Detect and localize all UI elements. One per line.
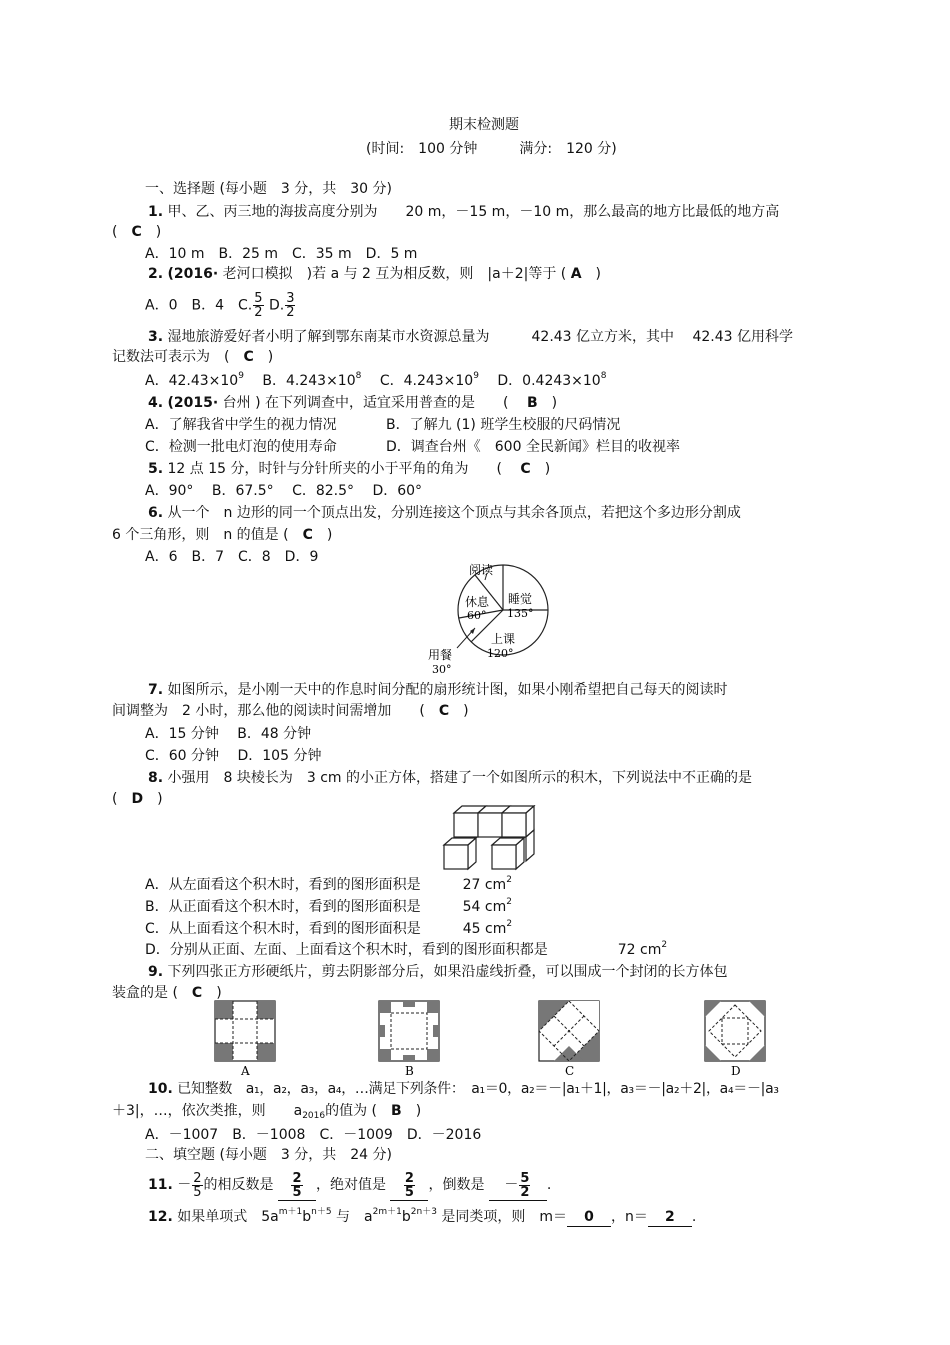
q10-number: 10. xyxy=(148,1081,173,1097)
section-2-heading: 二、填空题 (每小题 3 分，共 24 分) xyxy=(145,1147,392,1163)
q10-text-2b: 的值为 ( xyxy=(325,1103,378,1119)
q1-close: ) xyxy=(141,224,162,240)
q3-text: 湿地旅游爱好者小明了解到鄂东南某市水资源总量为 42.43 亿立方米，其中 42.43 亿用科学 xyxy=(167,329,794,345)
q4-number: 4. xyxy=(148,395,164,411)
q11-line: 11. － $\frac{2}{5}$ 的相反数是 $\frac{2}{5}$ ，绝对值是 $\frac{2}{5}$ ，倒数是 － $\frac{5}{2}$ . xyxy=(148,1170,552,1200)
q3-option-a: A．42.43×10 xyxy=(145,373,239,389)
q12-answer-m: 0 xyxy=(567,1208,611,1227)
q10-line xyxy=(148,1080,779,1098)
q11-answer-2: $\frac{2}{5}$ xyxy=(390,1170,428,1201)
q8-close: ) xyxy=(143,791,163,807)
q10-answer-letter: B xyxy=(391,1103,402,1119)
pie-label-reading: 阅读 xyxy=(469,563,494,577)
q4-close: ) xyxy=(537,395,558,411)
q4-option-c: C．检测一批电灯泡的使用寿命 xyxy=(145,439,337,455)
q5-line xyxy=(148,460,550,478)
q8-text: 小强用 8 块棱长为 3 cm 的小正方体，搭建了一个如图所示的积木，下列说法中不正确的是 xyxy=(167,770,753,786)
q2-line xyxy=(148,265,601,283)
q8-open: ( xyxy=(112,791,132,807)
figure-c xyxy=(539,1001,599,1061)
pie-label-meal-deg: 30° xyxy=(432,663,452,676)
pie-chart-figure xyxy=(425,560,555,680)
pie-label-class: 上课 xyxy=(491,632,516,646)
q9-figures xyxy=(205,998,785,1078)
q2-c-fraction: $\frac{5}{2}$ xyxy=(254,291,263,320)
q3-option-d: D．0.4243×10 xyxy=(497,373,601,389)
q12-text-1: 如果单项式 5a xyxy=(177,1209,279,1225)
q8-option-b: B．从正面看这个积木时，看到的图形面积是 54 $cm^2$ xyxy=(145,897,512,915)
q12-number: 12. xyxy=(148,1209,173,1225)
q3-line-2 xyxy=(112,348,273,366)
page-title: 期末检测题 xyxy=(449,117,519,133)
q2-close: ) xyxy=(581,266,602,282)
q8-option-d: D．分别从正面、左面、上面看这个积木时，看到的图形面积都是 72 $cm^2$ xyxy=(145,940,668,958)
q12-text-5: 是同类项，则 m＝ xyxy=(441,1209,568,1225)
pie-label-class-deg: 120° xyxy=(487,647,514,660)
q7-answer-letter: C xyxy=(438,703,450,719)
q10-text-2a: ＋3|，…，依次类推，则 a xyxy=(112,1103,303,1119)
q2-answer-letter: A xyxy=(570,266,582,282)
q6-answer-letter: C xyxy=(302,527,313,543)
cube-blocks-figure xyxy=(440,805,540,871)
q2-text: 老河口模拟 )若 a 与 2 互为相反数，则 |a＋2|等于 ( xyxy=(222,266,567,282)
pie-label-sleep: 睡觉 xyxy=(508,592,533,606)
pie-label-rest-deg: 60° xyxy=(467,609,487,622)
q6-text-2: 6 个三角形，则 n 的值是 ( xyxy=(112,527,289,543)
q6-number: 6. xyxy=(148,505,164,521)
figure-c-label: C xyxy=(565,1064,575,1078)
figure-b-label: B xyxy=(405,1064,414,1078)
q3-text-2: 记数法可表示为 ( xyxy=(112,349,230,365)
q8-answer xyxy=(112,790,163,808)
q1-number: 1. xyxy=(148,204,164,220)
q10-line-2: ＋3|，…，依次类推，则 $a_{2016}$的值为 ( B ) xyxy=(112,1103,422,1121)
q7-options-cd: C．60 分钟 D．105 分钟 xyxy=(145,748,322,764)
q3-line xyxy=(148,328,793,346)
q4-option-a: A．了解我省中学生的视力情况 xyxy=(145,417,337,433)
q12-answer-n: 2 xyxy=(648,1208,692,1227)
q2-d-fraction: $\frac{3}{2}$ xyxy=(286,291,295,320)
q8-option-a: A．从左面看这个积木时，看到的图形面积是 27 $cm^2$ xyxy=(145,875,512,893)
q4-line xyxy=(148,394,557,412)
q6-close: ) xyxy=(312,527,333,543)
q2-options-ab: A．0 B．4 C. xyxy=(145,297,253,314)
q10-options: A．－1007 B．－1008 C．－1009 D．－2016 xyxy=(145,1127,482,1143)
q1-answer-letter: C xyxy=(131,224,142,240)
figure-b xyxy=(379,1001,439,1061)
q11-text-3: ，倒数是 xyxy=(428,1177,485,1193)
q3-option-b: B．4.243×10 xyxy=(262,373,356,389)
q10-text: 已知整数 a₁，a₂，a₃，a₄，…满足下列条件： a₁＝0，a₂＝－|a₁＋1|，a₃＝－|a₂＋2|，a₄＝－|a₃ xyxy=(177,1081,779,1097)
q1-options: A．10 m B．25 m C．35 m D．5 m xyxy=(145,246,418,262)
q2-options xyxy=(145,292,296,319)
q2-tag: (2016· xyxy=(167,266,219,282)
q11-number: 11. xyxy=(148,1177,173,1193)
q6-options: A．6 B．7 C．8 D．9 xyxy=(145,549,319,565)
q11-answer-3: － $\frac{5}{2}$ xyxy=(489,1170,547,1201)
q9-number: 9. xyxy=(148,964,164,980)
q7-text: 如图所示，是小刚一天中的作息时间分配的扇形统计图，如果小刚希望把自己每天的阅读时 xyxy=(167,682,728,698)
q3-close: ) xyxy=(253,349,274,365)
figure-a xyxy=(215,1001,275,1061)
q4-option-b: B．了解九 (1) 班学生校服的尺码情况 xyxy=(386,417,621,433)
q2-option-d: D. xyxy=(268,297,285,314)
q11-text-1: 的相反数是 xyxy=(203,1177,274,1193)
q1-text: 甲、乙、丙三地的海拔高度分别为 20 m，－15 m，－10 m，那么最高的地方比最低的地方高 xyxy=(167,204,780,220)
q1-answer xyxy=(112,223,161,241)
section-1-heading: 一、选择题 (每小题 3 分，共 30 分) xyxy=(145,181,392,197)
q1-open: ( xyxy=(112,224,132,240)
q11-answer-1: $\frac{2}{5}$ xyxy=(278,1170,316,1201)
q8-answer-letter: D xyxy=(131,791,144,807)
q5-close: ) xyxy=(530,461,551,477)
q3-number: 3. xyxy=(148,329,164,345)
q7-line-2 xyxy=(112,702,469,720)
q5-text: 12 点 15 分，时针与分针所夹的小于平角的角为 ( xyxy=(167,461,502,477)
q4-answer-letter: B xyxy=(526,395,538,411)
q6-line-2 xyxy=(112,526,332,544)
figure-a-label: A xyxy=(241,1064,250,1078)
q1-line xyxy=(148,203,779,221)
figure-d-label: D xyxy=(731,1064,741,1078)
q5-options: A．90° B．67.5° C．82.5° D．60° xyxy=(145,483,423,499)
q9-answer-letter: C xyxy=(191,985,203,1001)
q10-close: ) xyxy=(401,1103,422,1119)
q7-options-ab: A．15 分钟 B．48 分钟 xyxy=(145,726,312,742)
q7-number: 7. xyxy=(148,682,164,698)
q2-number: 2. xyxy=(148,266,164,282)
q11-text-2: ，绝对值是 xyxy=(316,1177,386,1193)
q6-text: 从一个 n 边形的同一个顶点出发，分别连接这个顶点与其余各顶点，若把这个多边形分割成 xyxy=(167,505,741,521)
q9-text: 下列四张正方形硬纸片，剪去阴影部分后，如果沿虚线折叠，可以围成一个封闭的长方体包 xyxy=(167,964,728,980)
q5-number: 5. xyxy=(148,461,164,477)
figure-d xyxy=(705,1001,765,1061)
q5-answer-letter: C xyxy=(520,461,531,477)
q12-text-6: ，n＝ xyxy=(611,1209,648,1225)
q4-tag: (2015· xyxy=(167,395,219,411)
q7-line xyxy=(148,681,728,699)
q3-options: A．$42.43\times 10^9$ B．$4.243\times 10^8$ C．$4.243\times 10^9$ D．$0.4243\times 10^8$ xyxy=(145,371,607,389)
q11-fraction: $\frac{2}{5}$ xyxy=(193,1170,202,1200)
page-subtitle: (时间: 100 分钟 满分: 120 分) xyxy=(366,141,617,157)
q3-option-c: C．4.243×10 xyxy=(379,373,474,389)
pie-label-sleep-deg: 135° xyxy=(507,607,534,620)
q9-text-2: 装盒的是 ( xyxy=(112,985,178,1001)
q7-text-2: 间调整为 2 小时，那么他的阅读时间需增加 ( xyxy=(112,703,425,719)
q8-option-c: C．从上面看这个积木时，看到的图形面积是 45 $cm^2$ xyxy=(145,919,513,937)
q11-minus: － xyxy=(177,1177,192,1193)
q4-option-d: D．调查台州《 600 全民新闻》栏目的收视率 xyxy=(386,439,680,455)
q8-number: 8. xyxy=(148,770,164,786)
q3-answer-letter: C xyxy=(243,349,254,365)
pie-label-meal: 用餐 xyxy=(428,648,453,662)
q6-line xyxy=(148,504,741,522)
q12-text-3: 与 a xyxy=(336,1209,373,1225)
q9-close: ) xyxy=(202,985,222,1001)
q9-line xyxy=(148,963,728,981)
q8-line xyxy=(148,769,752,787)
pie-label-rest: 休息 xyxy=(465,595,490,609)
q4-text: 台州 ) 在下列调查中，适宜采用普查的是 ( xyxy=(222,395,509,411)
q7-close: ) xyxy=(449,703,469,719)
q12-line: 12. 如果单项式 $5a^{m+1}b^{n+5}$ 与 $a^{2m+1}b^{2n+3}$ 是同类项，则 m＝ 0 ，n＝ 2 . xyxy=(148,1207,697,1225)
